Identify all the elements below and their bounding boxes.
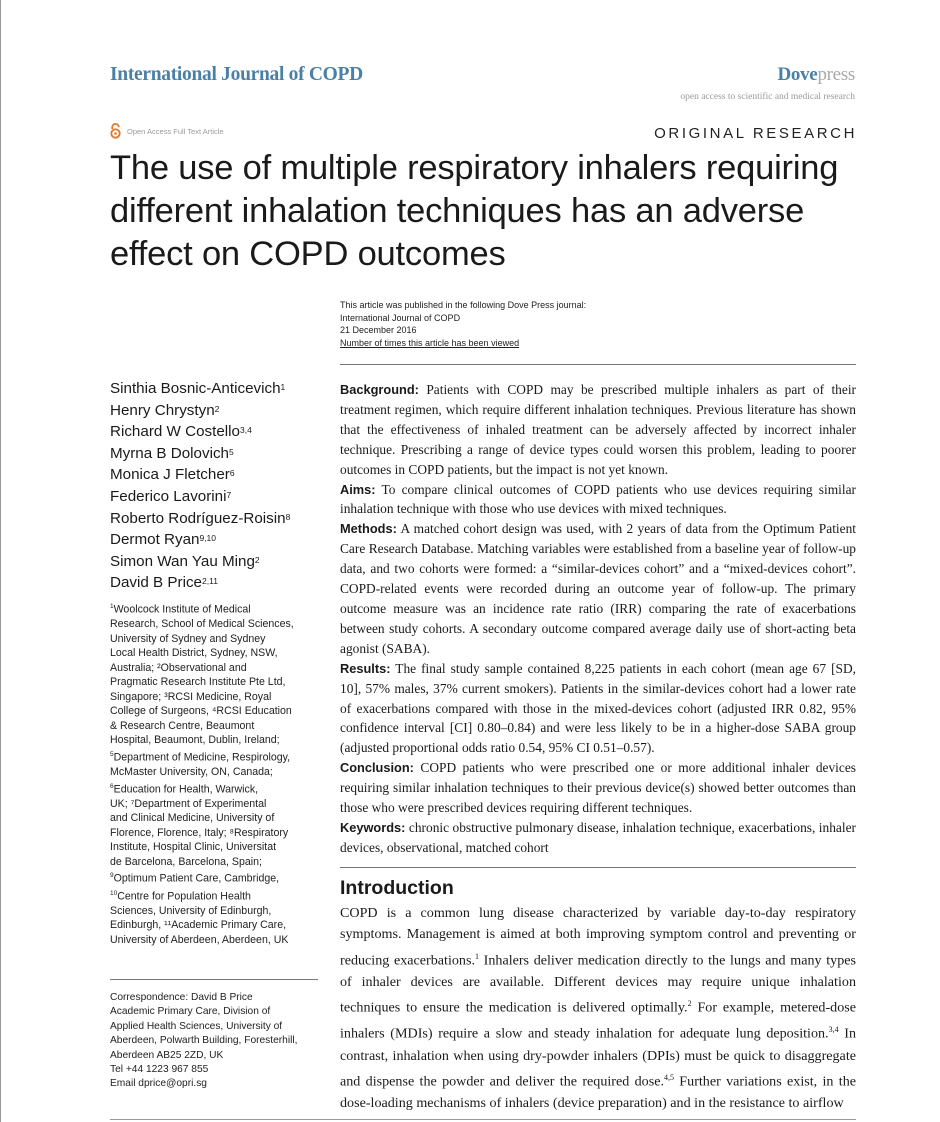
author: Henry Chrystyn$^2$ <box>110 401 220 419</box>
correspondence-line: Applied Health Sciences, University of <box>110 1020 283 1032</box>
citation[interactable]: 2 <box>687 999 692 1009</box>
abstract-aims: Aims: To compare clinical outcomes of COPD patients who use devices requiring similar inhalation technique with those who use devices with mixed techniques. <box>340 481 856 517</box>
author: Sinthia Bosnic-Anticevich$^1$ <box>110 380 286 397</box>
publication-info <box>340 299 586 349</box>
article-title <box>110 147 870 276</box>
affiliation-line: $^{10}$Centre for Population Health <box>110 889 251 903</box>
open-access-lock-icon <box>110 123 121 139</box>
publisher-tagline: open access to scientific and medical research <box>680 92 855 102</box>
citation[interactable]: 3,4 <box>828 1025 839 1035</box>
author-list <box>110 378 290 594</box>
divider <box>340 364 856 365</box>
abstract-results: Results: The final study sample contained 8,225 patients in each cohort (mean age 67 [SD, 10], 57% males, 37% current smokers). Patients in the similar-devices cohort had a lower rate of exacerbations compared with those in the mixed-devices cohort (adjusted IRR 0.82, 95% confidence interval [CI] 0.80–0.84) and were less likely to be in a higher-dose SABA group (adjusted proportional odds ratio 0.54, 95% CI 0.51–0.57). <box>340 660 856 756</box>
correspondence-line: Correspondence: David B Price <box>110 992 253 1003</box>
author: Roberto Rodríguez-Roisin$^8$ <box>110 509 291 527</box>
page-edge <box>0 0 1 1122</box>
affiliation-line: Singapore; ³RCSI Medicine, Royal <box>110 690 272 703</box>
affiliation-line: UK; ⁷Department of Experimental <box>110 797 267 810</box>
author: Simon Wan Yau Ming$^2$ <box>110 552 260 570</box>
footer-divider <box>110 1119 856 1120</box>
affiliation-line: University of Aberdeen, Aberdeen, UK <box>110 933 289 946</box>
pubinfo-line: This article was published in the following Dove Press journal: <box>340 300 587 310</box>
correspondence-line: Academic Primary Care, Division of <box>110 1006 271 1018</box>
correspondence-phone: Tel +44 1223 967 855 <box>110 1064 209 1076</box>
affiliation-line: Hospital, Beaumont, Dublin, Ireland; <box>110 734 280 747</box>
abstract-methods: Methods: A matched cohort design was used, with 2 years of data from the Optimum Patient Care Research Database. Matching variables were established from a baseline year of follow-up data, and two cohorts were formed: a “similar-devices cohort” and a “mixed-devices cohort”. COPD-related events were recorded during an outcome year of follow-up. The primary outcome measure was an incidence rate ratio (IRR) comparing the rate of exacerbations between study cohorts. A secondary outcome compared average daily use of short-acting beta agonist (SABA). <box>340 521 856 656</box>
affiliations <box>110 600 325 947</box>
pubinfo-date: 21 December 2016 <box>340 325 417 336</box>
affiliation-line: University of Sydney and Sydney <box>110 632 266 645</box>
affiliation-line: de Barcelona, Barcelona, Spain; <box>110 855 262 868</box>
affiliation-line: College of Surgeons, ⁴RCSI Education <box>110 705 292 718</box>
pubinfo-journal: International Journal of COPD <box>340 312 461 323</box>
title-line: effect on COPD outcomes <box>110 235 506 273</box>
abstract-conclusion: Conclusion: COPD patients who were prescribed one or more additional inhaler devices requiring similar inhalation techniques to their previous device(s) showed better outcomes than those who were prescribed devices requiring different techniques. <box>340 760 856 816</box>
correspondence <box>110 991 330 1092</box>
affiliation-line: McMaster University, ON, Canada; <box>110 766 273 779</box>
affiliation-line: $^1$Woolcock Institute of Medical <box>110 603 251 616</box>
affiliation-line: & Research Centre, Beaumont <box>110 719 255 732</box>
open-access-badge <box>110 123 224 139</box>
author: Richard W Costello$^{3,4}$ <box>110 423 252 441</box>
affiliation-line: Edinburgh, ¹¹Academic Primary Care, <box>110 919 287 932</box>
title-line: different inhalation techniques has an adverse <box>110 192 805 230</box>
open-access-label: Open Access Full Text Article <box>127 126 224 136</box>
logo-dove: Dove <box>777 64 818 85</box>
correspondence-line: Aberdeen, Polwarth Building, Foresterhill, <box>110 1035 298 1047</box>
journal-name: International Journal of COPD <box>110 64 363 85</box>
divider <box>340 867 856 868</box>
affiliation-line: Local Health District, Sydney, NSW, <box>110 647 278 660</box>
article-type: ORIGINAL RESEARCH <box>654 125 857 142</box>
author: David B Price$^{2,11}$ <box>110 574 218 592</box>
abstract <box>340 380 856 858</box>
author: Myrna B Dolovich$^5$ <box>110 444 234 462</box>
correspondence-line: Aberdeen AB25 2ZD, UK <box>110 1049 224 1061</box>
views-link[interactable]: Number of times this article has been viewed <box>340 337 520 348</box>
affiliation-line: Research, School of Medical Sciences, <box>110 618 294 631</box>
section-heading-introduction: Introduction <box>340 877 454 899</box>
affiliation-line: Florence, Florence, Italy; ⁸Respiratory <box>110 826 289 839</box>
author: Monica J Fletcher$^6$ <box>110 466 235 484</box>
affiliation-line: Pragmatic Research Institute Pte Ltd, <box>110 676 286 689</box>
affiliation-line: Institute, Hospital Clinic, Universitat <box>110 841 277 854</box>
affiliation-line: $^9$Optimum Patient Care, Cambridge, <box>110 872 280 885</box>
author: Dermot Ryan$^{9,10}$ <box>110 531 217 549</box>
abstract-background: Background: Patients with COPD may be prescribed multiple inhalers as part of their treatment regimen, which require different inhalation techniques. Previous literature has shown that the effectiveness of inhaled treatment can be adversely affected by incorrect inhaler technique. Prescribing a range of device types could worsen this problem, leading to poorer outcomes in COPD patients, but the impact is not yet known. <box>340 382 856 477</box>
citation[interactable]: 1 <box>474 951 479 961</box>
affiliation-line: Sciences, University of Edinburgh, <box>110 904 272 917</box>
affiliation-line: $^6$Education for Health, Warwick, <box>110 782 259 796</box>
abstract-keywords: Keywords: chronic obstructive pulmonary disease, inhalation technique, exacerbations, inhaler devices, observational, matched cohort <box>340 819 856 855</box>
affiliation-line: $^5$Department of Medicine, Respirology, <box>110 751 291 764</box>
title-line: The use of multiple respiratory inhalers requiring <box>110 149 839 187</box>
introduction-text: COPD is a common lung disease characterized by variable day-to-day respiratory symptoms. Management is aimed at both improving symptom control and preventing or reducing exacerbations.$^1$ Inhalers deliver medication directly to the lungs and many types of inhaler devices are available. Different devices may require unique inhalation techniques to ensure the medication is delivered optimally.$^2$ For example, metered-dose inhalers (MDIs) require a slow and steady inhalation for adequate lung deposition.$^{3,4}$ In contrast, inhalation when using dry-powder inhalers (DPIs) must be quick to disaggregate and dispense the powder and deliver the required dose.$^{4,5}$ Further variations exist, in the dose-loading mechanisms of inhalers (device preparation) and in the resistance to airflow <box>340 905 857 1111</box>
logo-press: press <box>817 64 855 85</box>
author: Federico Lavorini$^7$ <box>110 487 232 505</box>
correspondence-email[interactable]: Email dprice@opri.sg <box>110 1078 207 1090</box>
affiliation-line: and Clinical Medicine, University of <box>110 812 275 825</box>
citation[interactable]: 4,5 <box>663 1072 674 1082</box>
dovepress-logo <box>777 64 855 86</box>
divider <box>110 979 318 980</box>
affiliation-line: Australia; ²Observational and <box>110 661 247 674</box>
